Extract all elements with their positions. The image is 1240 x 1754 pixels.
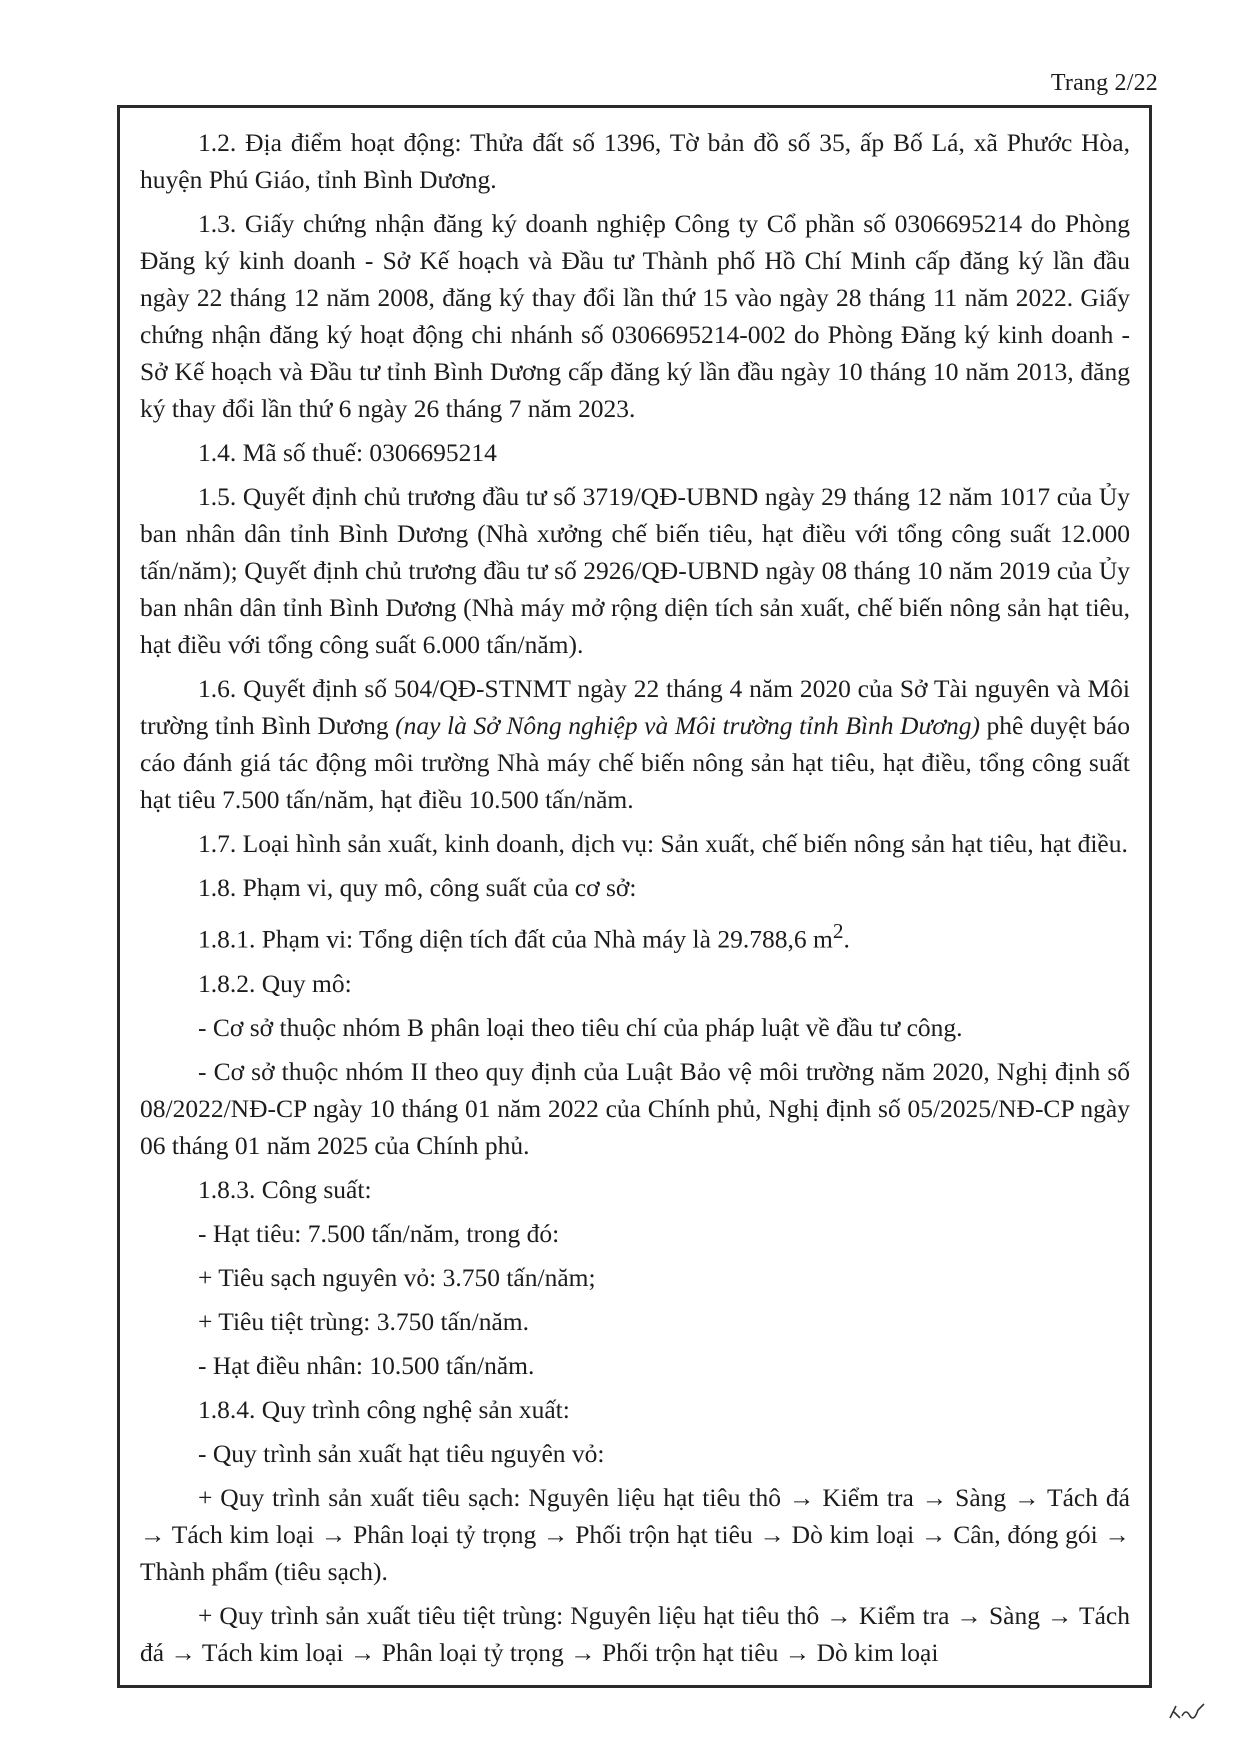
paragraph-1-6: [140, 670, 1130, 818]
paragraph-1-7: 1.7. Loại hình sản xuất, kinh doanh, dịch vụ: Sản xuất, chế biến nông sản hạt tiêu, hạt điều.: [198, 829, 1128, 858]
handwritten-initial: [1168, 1700, 1208, 1730]
process-tieu-tiet-trung: + Quy trình sản xuất tiêu tiệt trùng: Nguyên liệu hạt tiêu thô → Kiểm tra → Sàng → Tách đá → Tách kim loại → Phân loại tỷ trọng → Phối trộn hạt tiêu → Dò kim loại: [140, 1600, 1130, 1667]
capacity-tieu-sach: + Tiêu sạch nguyên vỏ: 3.750 tấn/năm;: [198, 1262, 596, 1292]
paragraph-1-8-1-period: .: [843, 924, 850, 954]
process-tieu-sach: + Quy trình sản xuất tiêu sạch: Nguyên liệu hạt tiêu thô → Kiểm tra → Sàng → Tách đá → Tách kim loại → Phân loại tỷ trọng → Phối trộn hạt tiêu → Dò kim loại → Cân, đóng gói → Thành phẩm (tiêu sạch).: [140, 1482, 1130, 1586]
superscript-2: 2: [832, 919, 844, 943]
paragraph-1-5: 1.5. Quyết định chủ trương đầu tư số 3719/QĐ-UBND ngày 29 tháng 12 năm 1017 của Ủy ban nhân dân tỉnh Bình Dương (Nhà xưởng chế biến tiêu, hạt điều với tổng công suất 12.000 tấn/năm); Quyết định chủ trương đầu tư số 2926/QĐ-UBND ngày 08 tháng 10 năm 2019 của Ủy ban nhân dân tỉnh Bình Dương (Nhà máy mở rộng diện tích sản xuất, chế biến nông sản hạt tiêu, hạt điều với tổng công suất 6.000 tấn/năm).: [140, 482, 1130, 659]
capacity-hat-tieu: - Hạt tiêu: 7.500 tấn/năm, trong đó:: [198, 1218, 560, 1248]
paragraph-1-6-text-cont: phê duyệt báo cáo đánh giá tác động môi trường Nhà máy chế biến nông sản hạt tiêu, hạt điều, tổng công suất hạt tiêu 7.500 tấn/năm, hạt điều 10.500 tấn/năm.: [140, 711, 1130, 814]
paragraph-1-6-text: 1.6. Quyết định số 504/QĐ-STNMT ngày 22 tháng 4 năm 2020 của Sở Tài nguyên và Môi trường tỉnh Bình Dương: [140, 674, 1130, 740]
paragraph-1-3: 1.3. Giấy chứng nhận đăng ký doanh nghiệp Công ty Cổ phần số 0306695214 do Phòng Đăng ký kinh doanh - Sở Kế hoạch và Đầu tư Thành phố Hồ Chí Minh cấp đăng ký lần đầu ngày 22 tháng 12 năm 2008, đăng ký thay đổi lần thứ 15 vào ngày 28 tháng 11 năm 2022. Giấy chứng nhận đăng ký hoạt động chi nhánh số 0306695214-002 do Phòng Đăng ký kinh doanh - Sở Kế hoạch và Đầu tư tỉnh Bình Dương cấp đăng ký lần đầu ngày 10 tháng 10 năm 2013, đăng ký thay đổi lần thứ 6 ngày 26 tháng 7 năm 2023.: [140, 209, 1130, 423]
paragraph-1-8-1: [140, 913, 1130, 958]
paragraph-1-8: 1.8. Phạm vi, quy mô, công suất của cơ sở:: [198, 873, 637, 902]
paragraph-1-8-1-text: 1.8.1. Phạm vi: Tổng diện tích đất của Nhà máy là 29.788,6 m: [198, 924, 833, 954]
capacity-hat-dieu: - Hạt điều nhân: 10.500 tấn/năm.: [198, 1350, 535, 1380]
paragraph-1-8-2: 1.8.2. Quy mô:: [198, 968, 352, 998]
page-number: Trang 2/22: [1050, 70, 1158, 96]
document-body: [140, 124, 1130, 1678]
process-heading: - Quy trình sản xuất hạt tiêu nguyên vỏ:: [198, 1438, 605, 1468]
capacity-tieu-tiet-trung: + Tiêu tiệt trùng: 3.750 tấn/năm.: [198, 1306, 530, 1336]
paragraph-1-2: 1.2. Địa điểm hoạt động: Thửa đất số 1396, Tờ bản đồ số 35, ấp Bố Lá, xã Phước Hòa, huyện Phú Giáo, tỉnh Bình Dương.: [140, 128, 1130, 194]
paragraph-1-4: 1.4. Mã số thuế: 0306695214: [198, 438, 497, 467]
bullet-nhom-b: - Cơ sở thuộc nhóm B phân loại theo tiêu chí của pháp luật về đầu tư công.: [198, 1012, 963, 1042]
paragraph-1-8-4: 1.8.4. Quy trình công nghệ sản xuất:: [198, 1394, 570, 1424]
signature-mark-icon: [1168, 1700, 1208, 1724]
paragraph-1-8-3: 1.8.3. Công suất:: [198, 1174, 372, 1204]
paragraph-1-6-italic-note: (nay là Sở Nông nghiệp và Môi trường tỉnh Bình Dương): [395, 711, 980, 740]
bullet-nhom-ii: - Cơ sở thuộc nhóm II theo quy định của Luật Bảo vệ môi trường năm 2020, Nghị định số 08/2022/NĐ-CP ngày 10 tháng 01 năm 2022 của Chính phủ, Nghị định số 05/2025/NĐ-CP ngày 06 tháng 01 năm 2025 của Chính phủ.: [140, 1056, 1130, 1160]
